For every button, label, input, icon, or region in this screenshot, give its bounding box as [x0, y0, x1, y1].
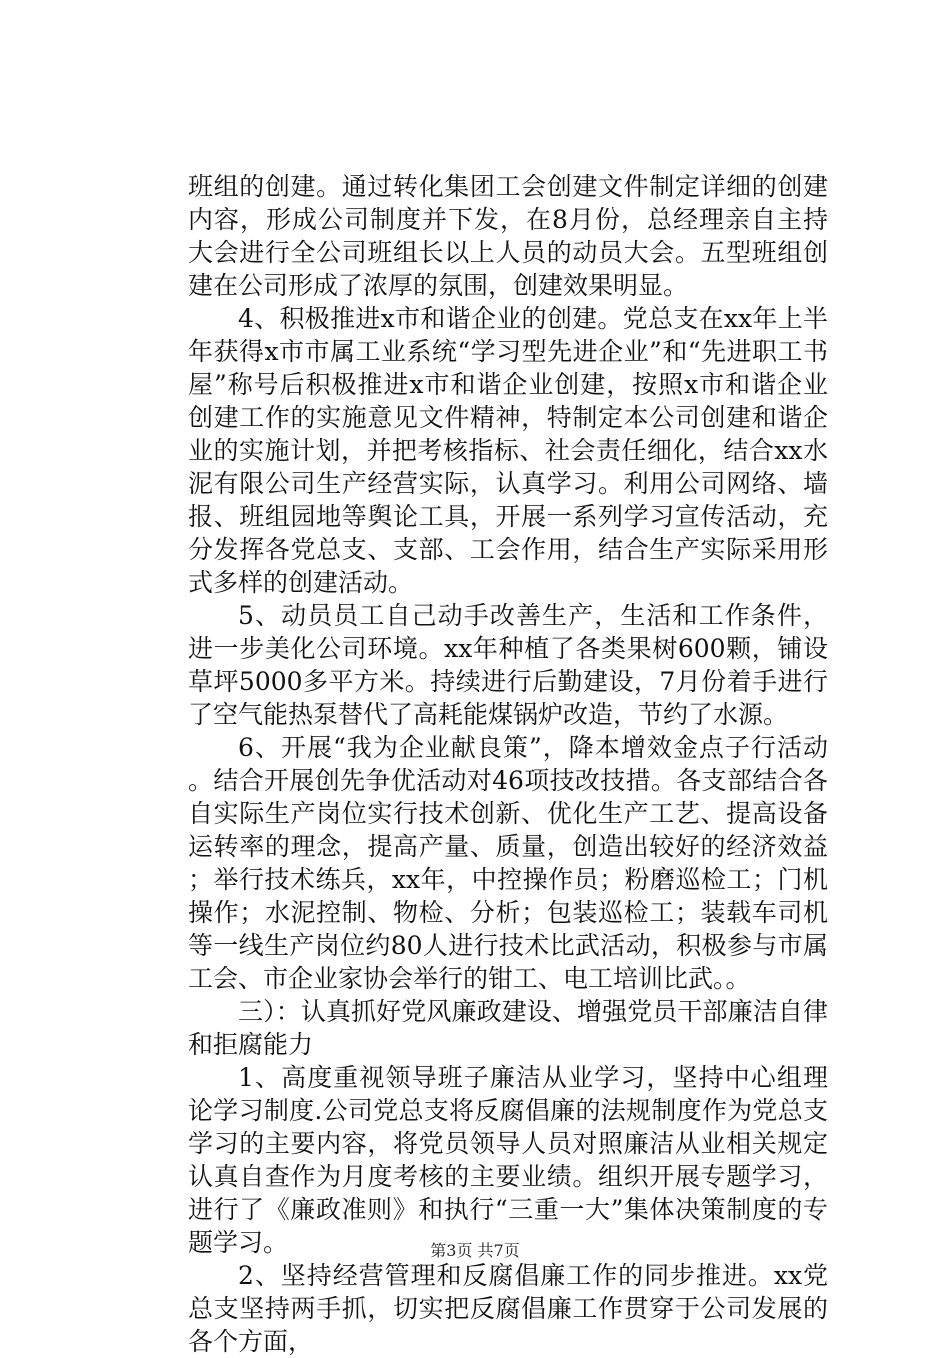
- paragraph-3: 6、开展“我为企业献良策”，降本增效金点子行活动。结合开展创先争优活动对46项技改技措。各支部结合各自实际生产岗位实行技术创新、优化生产工艺、提高设备运转率的理念，提高产量、质量，创造出较好的经济效益；举行技术练兵，xx年，中控操作员；粉磨巡检工；门机操作；水泥控制、物检、分析；包装巡检工；装载车司机等一线生产岗位约80人进行技术比武活动，积极参与市属工会、市企业家协会举行的钳工、电工培训比武。。: [188, 733, 828, 993]
- section-heading: 三）：认真抓好党风廉政建设、增强党员干部廉洁自律和拒腐能力: [188, 997, 828, 1059]
- paragraph-6: 2、坚持经营管理和反腐倡廉工作的同步推进。xx党总支坚持两手抓，切实把反腐倡廉工作贯穿于公司发展的各个方面，: [188, 1261, 828, 1356]
- paragraph-5: 1、高度重视领导班子廉洁从业学习，坚持中心组理论学习制度.公司党总支将反腐倡廉的法规制度作为党总支学习的主要内容，将党员领导人员对照廉洁从业相关规定认真自查作为月度考核的主要业绩。组织开展专题学习，进行了《廉政准则》和执行“三重一大”集体决策制度的专题学习。: [188, 1063, 828, 1257]
- document-body: [188, 170, 828, 1358]
- paragraph-0: 班组的创建。通过转化集团工会创建文件制定详细的创建内容，形成公司制度并下发，在8月份，总经理亲自主持大会进行全公司班组长以上人员的动员大会。五型班组创建在公司形成了浓厚的氛围，创建效果明显。: [188, 172, 828, 300]
- page-number-footer: 第3页 共7页: [430, 1241, 520, 1260]
- paragraph-2: 5、动员员工自己动手改善生产，生活和工作条件，进一步美化公司环境。xx年种植了各类果树600颗，铺设草坪5000多平方米。持续进行后勤建设，7月份着手进行了空气能热泵替代了高耗能煤锅炉改造，节约了水源。: [188, 601, 828, 729]
- paragraph-1: 4、积极推进x市和谐企业的创建。党总支在xx年上半年获得x市市属工业系统“学习型先进企业”和“先进职工书屋”称号后积极推进x市和谐企业创建，按照x市和谐企业创建工作的实施意见文件精神，特制定本公司创建和谐企业的实施计划，并把考核指标、社会责任细化，结合xx水泥有限公司生产经营实际，认真学习。利用公司网络、墙报、班组园地等舆论工具，开展一系列学习宣传活动，充分发挥各党总支、支部、工会作用，结合生产实际采用形式多样的创建活动。: [188, 304, 828, 597]
